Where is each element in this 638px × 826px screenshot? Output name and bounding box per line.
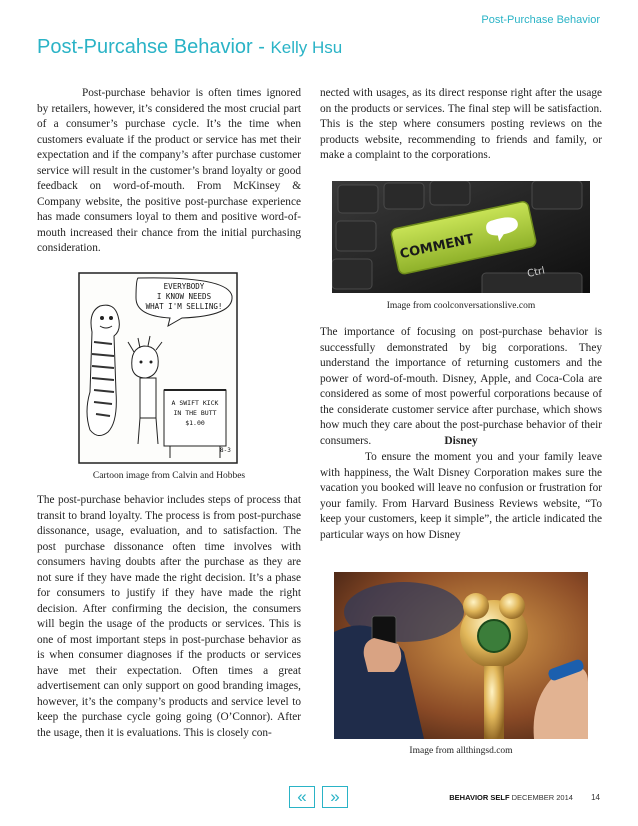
left-paragraph-2: The post-purchase behavior includes steps of process that transit to brand loyalty. The process is from post-purchase dissonance, usage, evaluation, and to satisfaction. The post purchase dissonance often time involves with consumers having doubts after the purchase as they are not sure if they have made the right decision. It’s a phase for consumers to justify if they have made the right decision. After confirming the decision, the consumers will begin the usage of the products or services. This is one of most important steps in post-purchase behavior as is when consumer diagnoses if the products or services have met their expectation. Often times a great advertisement can only support on good branding images, however, it’s the company’s products and service level to keep the purchase cycle going going (O’Connor). After the usage, then it is evaluations. This is closely con- (37, 494, 301, 739)
page-footer (449, 793, 600, 802)
page-number: 14 (591, 793, 600, 802)
right-paragraph-2: The importance of focusing on post-purchase behavior is successfully demonstrated by big corporations. They understand the importance of returning customers and the power of word-of-mouth. Disney, Apple, and Coca-Cola are considered as some of most powerful corporations because of the considerate customer service after purchase, which shows how much they care about the post-purchase behavior of their consumers. (320, 326, 602, 447)
keyboard-image-caption: Image from coolconversationslive.com (386, 301, 536, 311)
comment-key-label: COMMENT (398, 231, 476, 263)
right-intro (320, 86, 602, 164)
article-title: Post-Purcahse Behavior - (37, 36, 271, 58)
right-paragraph-3: To ensure the moment you and your family leave with happiness, the Walt Disney Corporation makes sure the vacation you booked will leave no confusion or frustration for your family. From Harvard Business Reviews website, “To keep your customers, keep it simple”, the article indicated the particular ways on how Disney (320, 451, 602, 541)
left-body (37, 493, 301, 741)
sign-line: $1.00 (185, 419, 205, 427)
header-section-label: Post-Purchase Behavior (481, 14, 600, 26)
sign-line: A SWIFT KICK (171, 399, 219, 407)
speech-line-2: I KNOW NEEDS (156, 292, 212, 301)
disney-image (334, 572, 588, 739)
keyboard-illustration (332, 181, 590, 293)
right-middle (320, 325, 602, 449)
right-paragraph-1: nected with usages, as its direct response right after the usage on the products or services. The final step will be satisfaction. This is the step where consumers posting reviews on the products website, recommending to friends and family, or make a complaint to the corporations. (320, 87, 602, 161)
cartoon-date: 8-3 (220, 447, 231, 454)
disney-heading: Disney (444, 435, 478, 447)
right-disney-text (320, 450, 602, 543)
article-author: Kelly Hsu (270, 38, 343, 57)
page-title (37, 36, 342, 59)
disney-image-caption: Image from allthingsd.com (409, 746, 513, 756)
cartoon-caption: Cartoon image from Calvin and Hobbes (92, 471, 246, 481)
keyboard-image (332, 181, 590, 293)
speech-line-1: EVERYBODY (163, 282, 205, 291)
calvin-cartoon (78, 272, 238, 464)
next-page-button[interactable]: » (322, 786, 348, 808)
cartoon-illustration (78, 272, 238, 464)
footer-magazine: BEHAVIOR SELF (449, 793, 510, 802)
prev-page-button[interactable]: « (289, 786, 315, 808)
disney-magicband-illustration (334, 572, 588, 739)
speech-line-3: WHAT I'M SELLING! (145, 302, 223, 311)
ctrl-key-label: Ctrl (526, 265, 547, 280)
sign-line: IN THE BUTT (173, 409, 217, 417)
left-paragraph-1: Post-purchase behavior is often times ignored by retailers, however, it’s considered the most crucial part of a consumer’s purchase cycle. It’s the time when customers evaluate if the product or service has met their expectation and if the company’s after purchase customer service will result in the customer’s brand loyalty or good feedback on word-of-mouth. From McKinsey & Company website, the positive post-purchase experience has made consumers loyal to them and positive word-of-mouth increased their chance from the initial purchasing consideration. (37, 87, 301, 254)
footer-issue: DECEMBER 2014 (509, 793, 573, 802)
left-intro (37, 86, 301, 257)
